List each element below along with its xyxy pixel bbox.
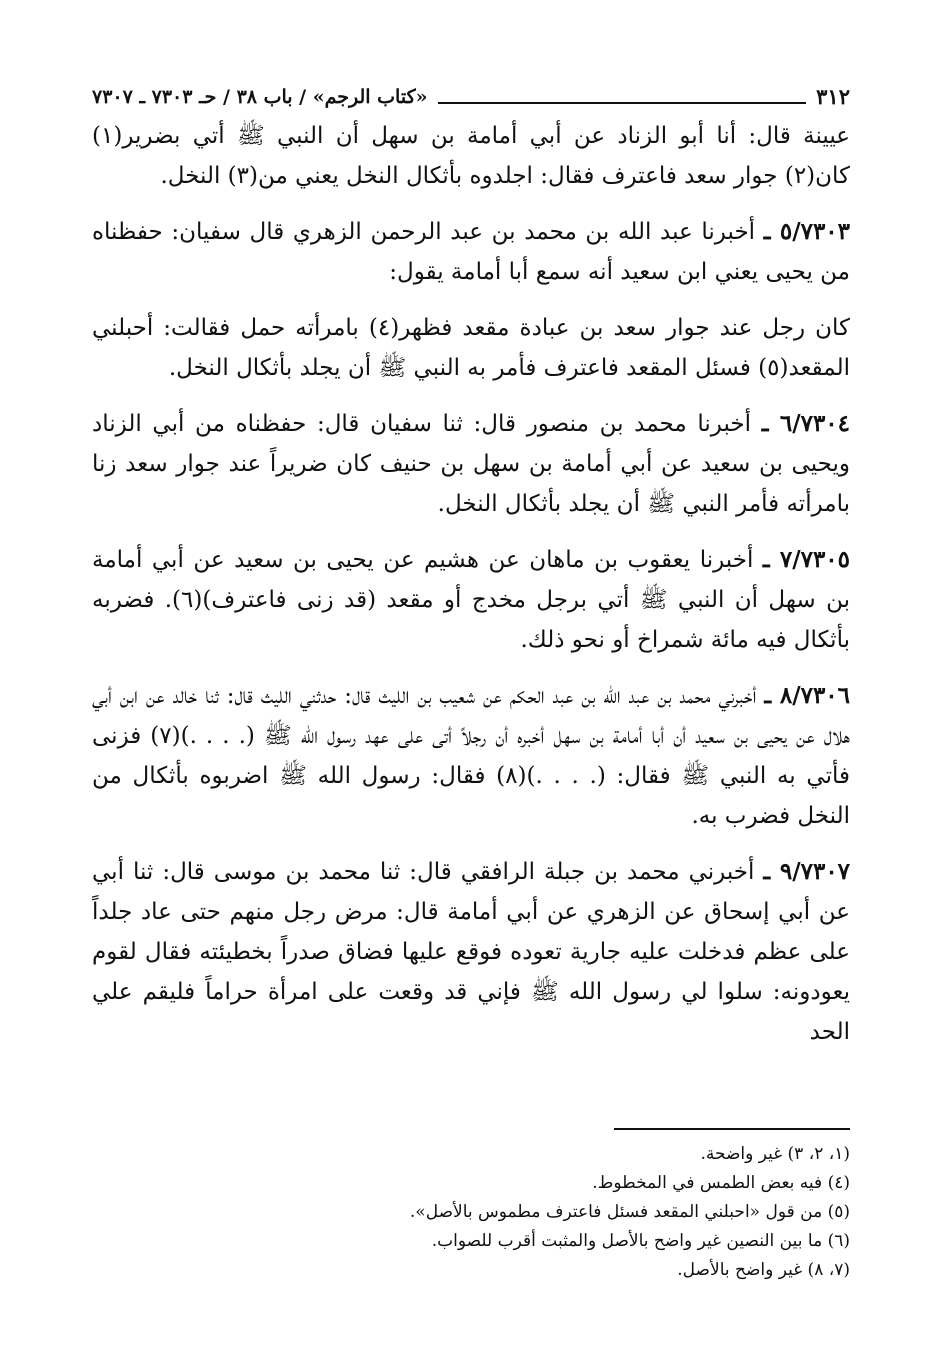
page-number: ٣١٢ — [816, 84, 850, 109]
hadith-paragraph — [92, 676, 850, 836]
footnote: (٦) ما بين النصين غير واضح بالأصل والمثبت أقرب للصواب. — [431, 1231, 850, 1251]
footnote: (٥) من قول «احبلني المقعد فسئل فاعترف مطموس بالأصل». — [409, 1202, 850, 1222]
paragraph-text: أخبرني محمد بن جبلة الرافقي قال: ثنا محمد بن موسى قال: ثنا أبي عن أبي إسحاق عن الزهري عن أبي أمامة قال: مرض رجل منهم حتى عاد جلداً على عظم فدخلت عليه جارية تعوده فوقع عليها فضاق صدراً بخطيئته فقال لقوم يعودونه: سلوا لي رسول الله ﷺ فإني قد وقعت على امرأة حراماً فليقم علي الحد — [92, 859, 850, 1045]
paragraph-text: كان رجل عند جوار سعد بن عبادة مقعد فظهر(٤) بامرأته حمل فقالت: أحبلني المقعد(٥) فسئل المقعد فاعترف فأمر به النبي ﷺ أن يجلد بأثكال النخل. — [92, 315, 850, 381]
running-header — [92, 80, 850, 110]
hadith-paragraph — [92, 540, 850, 660]
paragraph-text: أخبرنا عبد الله بن محمد بن عبد الرحمن الزهري قال سفيان: حفظناه من يحيى يعني ابن سعيد أنه سمع أبا أمامة يقول: — [92, 219, 850, 285]
hadith-paragraph — [92, 404, 850, 524]
paragraph — [92, 116, 850, 196]
footnote: (٧، ٨) غير واضح بالأصل. — [677, 1260, 850, 1280]
footnote: (٤) فيه بعض الطمس في المخطوط. — [592, 1173, 850, 1193]
footnote-divider — [614, 1128, 850, 1130]
paragraph — [92, 308, 850, 388]
hadith-number: ٨/٧٣٠٦ ـ — [764, 682, 851, 709]
hadith-paragraph — [92, 852, 850, 1052]
header-rule — [438, 102, 807, 104]
hadith-number: ٥/٧٣٠٣ ـ — [763, 218, 851, 245]
main-text — [92, 116, 850, 1052]
footnote: (١، ٢، ٣) غير واضحة. — [700, 1144, 850, 1164]
paragraph-text: أخبرنا يعقوب بن ماهان عن هشيم عن يحيى بن سعيد عن أبي أمامة بن سهل أن النبي ﷺ أتي برجل مخدج أو مقعد (قد زنى فاعترف)(٦). فضربه بأثكال فيه مائة شمراخ أو نحو ذلك. — [92, 547, 850, 653]
hadith-number: ٦/٧٣٠٤ ـ — [761, 410, 851, 437]
paragraph-text: أخبرني محمد بن عبد الله بن عبد الحكم عن شعيب بن الليث قال: حدثني الليث قال: ثنا خالد عن ابن أبي هلال عن يحيى بن سعيد أن أبا أمامة بن سهل أخبره أن رجلاً أتى على عهد رسول الله ﷺ (. . . .)(٧) فزنى فأتي به النبي ﷺ فقال: (. . . .)(٨) فقال: رسول الله ﷺ اضربوه بأثكال من النخل فضرب به. — [92, 683, 850, 829]
paragraph-text: عيينة قال: أنا أبو الزناد عن أبي أمامة بن سهل أن النبي ﷺ أتي بضرير(١) كان(٢) جوار سعد فاعترف فقال: اجلدوه بأثكال النخل يعني من(٣) النخل. — [92, 123, 850, 189]
book-page — [92, 80, 850, 1330]
hadith-paragraph — [92, 212, 850, 292]
footnotes — [92, 1140, 850, 1285]
hadith-number: ٩/٧٣٠٧ ـ — [763, 858, 851, 885]
paragraph-text: أخبرنا محمد بن منصور قال: ثنا سفيان قال: حفظناه من أبي الزناد ويحيى بن سعيد عن أبي أمامة بن سهل بن حنيف كان ضريراً عند جوار سعد زنا بامرأته فأمر النبي ﷺ أن يجلد بأثكال النخل. — [92, 411, 850, 517]
running-title: «كتاب الرجم» / باب ٣٨ / حـ ٧٣٠٣ ـ ٧٣٠٧ — [92, 86, 428, 108]
hadith-number: ٧/٧٣٠٥ ـ — [762, 546, 851, 573]
